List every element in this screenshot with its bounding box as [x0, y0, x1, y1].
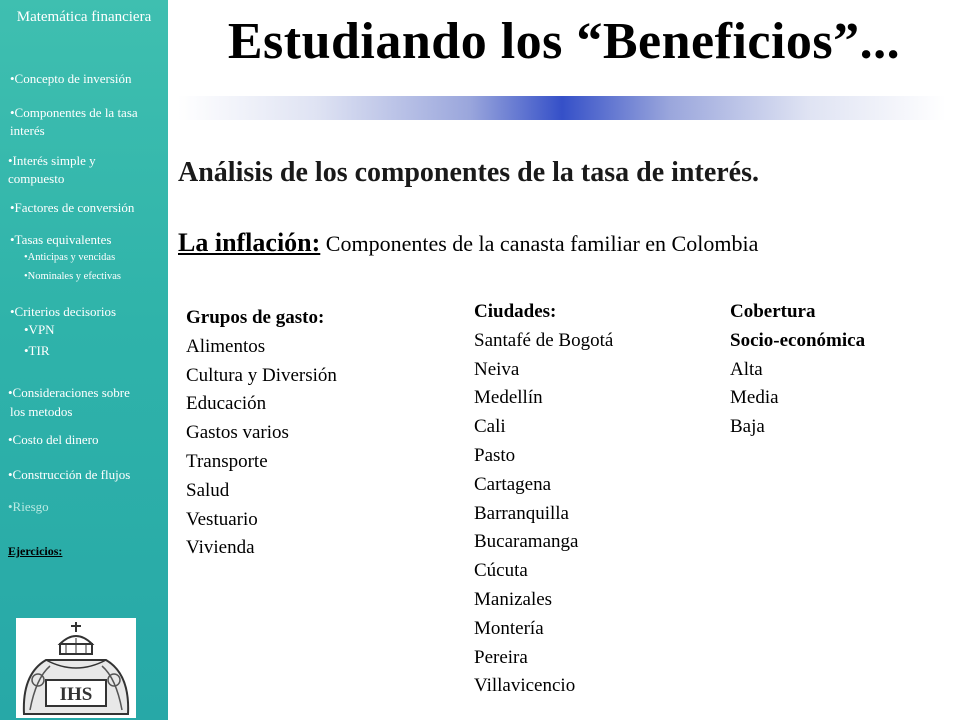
title-gradient-bar	[178, 96, 946, 120]
list-item: Cartagena	[474, 473, 552, 495]
list-item: Vestuario	[186, 508, 258, 530]
list-item: Neiva	[474, 358, 520, 380]
sidebar-item-riesgo[interactable]: •Riesgo	[8, 499, 49, 514]
ejercicios-link[interactable]: Ejercicios:	[8, 544, 63, 558]
list-item: Cultura y Diversión	[186, 364, 337, 386]
sidebar-item-consideraciones[interactable]: •Consideraciones sobre	[8, 385, 130, 400]
list-item: Cúcuta	[474, 560, 528, 582]
sidebar-nav	[0, 0, 168, 720]
sidebar-item-concepto-inversion[interactable]: •Concepto de inversión	[10, 71, 132, 86]
sidebar-item-criterios-decisorios[interactable]: •Criterios decisorios	[10, 304, 117, 319]
list-item: Manizales	[474, 588, 553, 610]
sidebar-item-interes-simple-cont[interactable]: compuesto	[8, 171, 65, 186]
inflation-line	[178, 226, 758, 264]
list-item: Educación	[186, 393, 267, 415]
list-item: Baja	[730, 416, 765, 438]
list-item: Villavicencio	[474, 675, 576, 697]
coverage-header: Cobertura	[730, 301, 816, 322]
sidebar-item-interes-simple[interactable]: •Interés simple y	[8, 153, 96, 168]
list-item: Cali	[474, 416, 506, 438]
section-subtitle: Análisis de los componentes de la tasa de interés.	[178, 157, 759, 188]
sidebar-title: Matemática financiera	[16, 9, 152, 25]
sidebar-subitem-nominales[interactable]: •Nominales y efectivas	[24, 271, 121, 282]
list-item: Bucaramanga	[474, 531, 579, 553]
sidebar-item-consideraciones-cont[interactable]: los metodos	[10, 404, 73, 419]
list-item: Pereira	[474, 646, 528, 668]
sidebar-subitem-vpn[interactable]: •VPN	[24, 322, 55, 337]
logo	[16, 618, 136, 718]
cities-header: Ciudades:	[474, 301, 557, 322]
inflation-description: Componentes de la canasta familiar en Colombia	[320, 231, 759, 256]
logo-letters: IHS	[59, 684, 93, 705]
cities-column	[474, 298, 613, 701]
sidebar-item-componentes-tasa-cont[interactable]: interés	[10, 123, 45, 138]
list-item: Transporte	[186, 450, 268, 472]
list-item: Alta	[730, 358, 763, 380]
list-item: Gastos varios	[186, 422, 289, 444]
list-item: Vivienda	[186, 537, 255, 559]
list-item: Barranquilla	[474, 502, 569, 524]
sidebar-subitem-tir[interactable]: •TIR	[24, 343, 50, 358]
list-item: Medellín	[474, 387, 543, 409]
list-item: Salud	[186, 479, 230, 501]
sidebar-item-construccion-flujos[interactable]: •Construcción de flujos	[8, 467, 131, 482]
list-item: Santafé de Bogotá	[474, 329, 614, 351]
groups-header: Grupos de gasto:	[186, 307, 325, 328]
inflation-label: La inflación:	[178, 228, 321, 257]
sidebar-subitem-anticipas[interactable]: •Anticipas y vencidas	[24, 252, 116, 263]
list-item: Alimentos	[186, 335, 266, 357]
groups-column	[186, 304, 337, 563]
coverage-header-line2: Socio-económica	[730, 329, 866, 351]
list-item: Pasto	[474, 444, 516, 466]
list-item: Montería	[474, 617, 544, 639]
sidebar-item-factores-conversion[interactable]: •Factores de conversión	[10, 200, 135, 215]
sidebar-item-costo-dinero[interactable]: •Costo del dinero	[8, 432, 99, 447]
coverage-column	[730, 298, 865, 442]
page-title: Estudiando los “Beneficios”...	[227, 13, 901, 70]
coat-of-arms-icon	[16, 618, 136, 718]
list-item: Media	[730, 387, 779, 409]
sidebar-item-componentes-tasa[interactable]: •Componentes de la tasa	[10, 105, 138, 120]
sidebar-item-tasas-equivalentes[interactable]: •Tasas equivalentes	[10, 232, 112, 247]
